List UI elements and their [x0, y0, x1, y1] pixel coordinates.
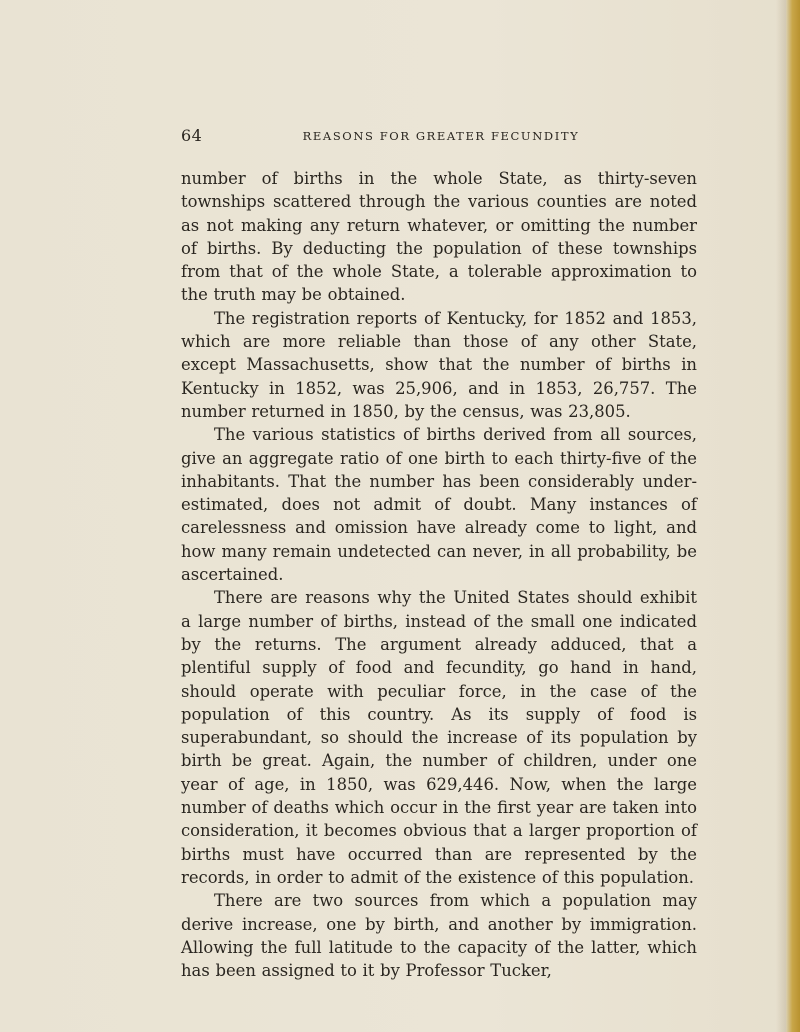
paragraph: The registration reports of Kentucky, for 1852 and 1853, which are more reliable than those of any other State, except Massachusetts, show that the number of births in Kentucky in 1852, was 25,906, and in 1853, 26,757. The number returned in 1850, by the census, was 23,805.: [181, 308, 697, 421]
gilt-page-edge: [786, 0, 800, 1032]
page-header: [181, 126, 701, 148]
paragraph: The various statistics of births derived from all sources, give an aggregate ratio of one birth to each thirty-five of the inhabitants. That the number has been considerably under-estimated, does not admit of doubt. Many instances of carelessness and omission have already come to light, and how many remain undetected can never, in all probability, be ascertained.: [181, 425, 697, 585]
paragraph: There are two sources from which a population may derive increase, one by birth, and another by immigration. Allowing the full latitude to the capacity of the latter, which has been assigned to it by Professor Tucker,: [181, 891, 697, 981]
running-head: REASONS FOR GREATER FECUNDITY: [302, 129, 580, 143]
paragraph: There are reasons why the United States should exhibit a large number of births, instead of the small one indicated by the returns. The argument already adduced, that a plentiful supply of food and fecundity, go hand in hand, should operate with peculiar force, in the case of the population of this country. As its supply of food is superabundant, so should the increase of its population by birth be great. Again, the number of children, under one year of age, in 1850, was 629,446. Now, when the large number of deaths which occur in the first year are taken into consideration, it becomes obvious that a larger proportion of births must have occurred than are represented by the records, in order to admit of the existence of this population.: [181, 588, 697, 887]
paragraph-continued: number of births in the whole State, as thirty-seven townships scattered through the various counties are noted as not making any return whatever, or omitting the number of births. By deducting the population of these townships from that of the whole State, a tolerable approximation to the truth may be obtained.: [181, 169, 697, 305]
page-number: 64: [181, 126, 203, 145]
body-text: [181, 167, 697, 982]
page-gutter-shadow: [776, 0, 786, 1032]
